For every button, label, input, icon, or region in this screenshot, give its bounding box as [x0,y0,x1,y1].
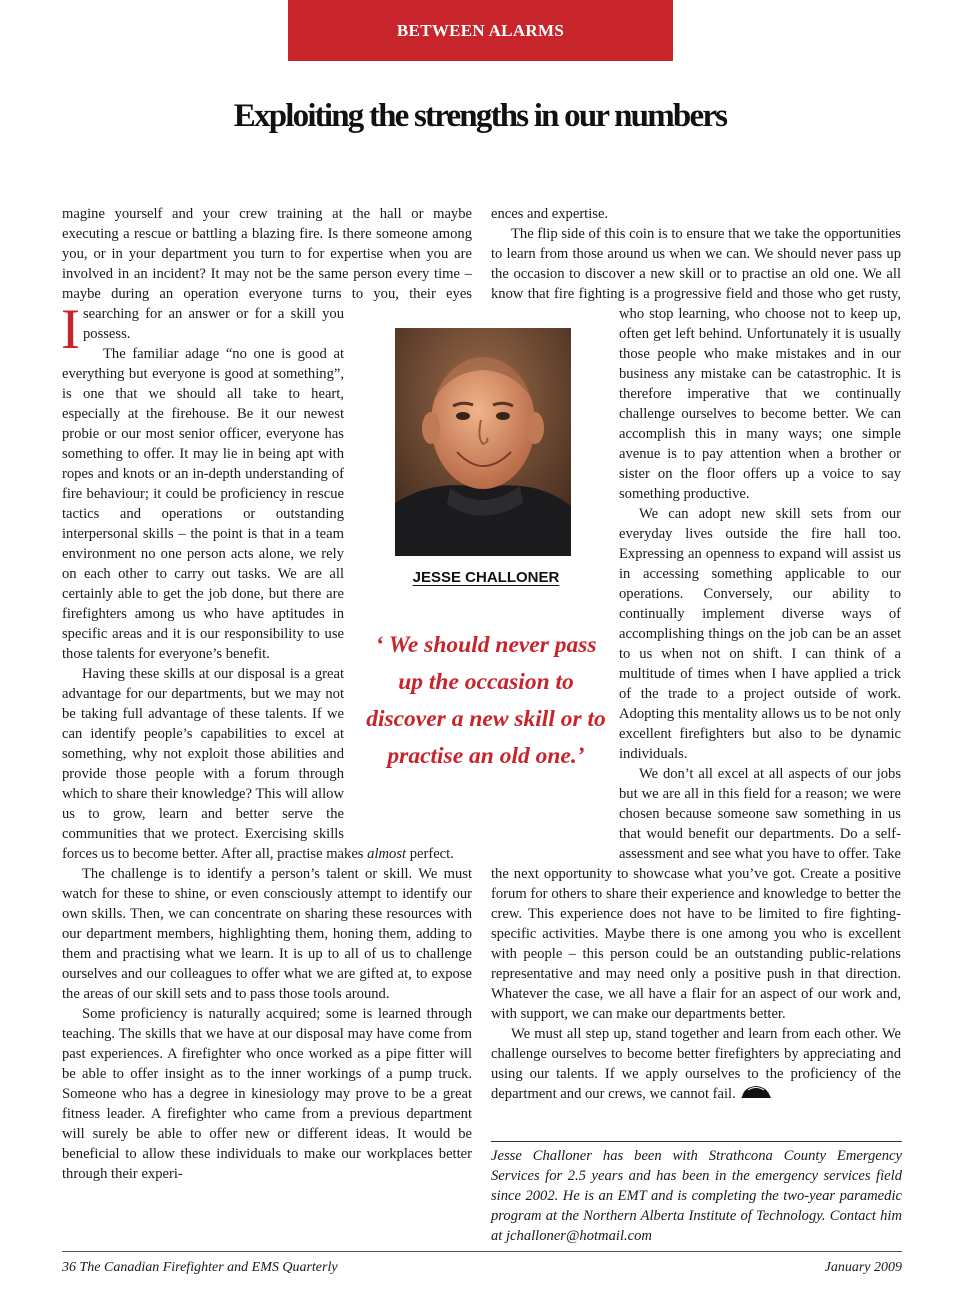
paragraph: Some proficiency is naturally acquired; some is learned through teaching. The skills that we have at our disposal may have come from past experiences. A firefighter who once worked as a pipe fitter will be able to offer insight as to the inner workings of a pump truck. Someone who has a degree in kinesiology may prove to be a great fitness leader. A firefighter who came from a previous department will surely be able to offer new or different ideas. It would be beneficial to allow these individuals to make our workplaces better through their experi- [62,1006,472,1182]
paragraph: The flip side of this coin is to ensure that we take the opportunities to learn from those around us when we can. We should never pass up the occasion to discover a new skill or to practise an old one. We all know that fire fighting is a progressive field and those who get rusty, who stop learning, who choose not to keep up, often get left behind. Unfortunately it is usually those people who make mistakes and in our business any mistake can be catastrophic. It is therefore imperative that we continually challenge ourselves to become better. We can accomplish this in many ways; one simple avenue is to pay attention when a brother or sister on the floor offers up a voice to say something productive. [491,226,901,502]
author-photo [395,328,571,556]
paragraph: ences and expertise. [491,206,609,222]
footer-publication: 36 The Canadian Firefighter and EMS Quarterly [62,1260,338,1275]
article-headline: Exploiting the strengths in our numbers [233,98,727,134]
paragraph: Having these skills at our disposal is a great advantage for our departments, but we may not be taking full advantage of these talents. If we can identify people’s capabilities to excel at something, why not exploit those abilities and provide those people with a forum through which to share their knowledge? This will allow us to grow, learn and better serve the communities that we protect. Exercising skills forces us to become better. After all, practise makes almost perfect. [62,666,454,862]
paragraph: We don’t all excel at all aspects of our jobs but we are all in this field for a reason; we were chosen because someone saw something in us that would benefit our departments. Do a self-assessment and see what you have to offer. Take the next opportunity to showcase what you’ve got. Create a positive forum for others to share their experience and knowledge to better the crew. This experience does not have to be limited to fire fighting-specific activities. Maybe there is one among you who is excellent with people – this person could be an outstanding public-relations representative and may need only a positive push in that direction. Whatever the case, we all have a flair for an aspect of our work and, with support, we can make our departments better. [491,766,901,1022]
footer-date: January 2009 [824,1260,902,1275]
fire-helmet-icon [740,1084,772,1100]
author-bio: Jesse Challoner has been with Strathcona County Emergency Services for 2.5 years and has been in the emergency services field since 2002. He is an EMT and is completing the two-year paramedic program at the Northern Alberta Institute of Technology. Contact him at jchalloner@hotmail.com [491,1148,902,1244]
paragraph-intro: I magine yourself and your crew training at the hall or maybe executing a rescue or battling a blazing fire. Is there someone among you, or in your department you turn to for expertise when you are involved in an incident? It may not be the same person every time – maybe during an operation everyone turns to you, their eyes searching for an answer or for a skill you possess. [61,206,472,361]
photo-caption: JESSE CHALLONER [412,569,560,586]
drop-cap: I [61,298,80,361]
paragraph: We can adopt new skill sets from our everyday lives outside the fire hall too. Expressing an openness to expand will assist us in accessing something applicable to our operations. Conversely, our ability to continually implement diverse ways of accomplishing things on the job can be an asset to us when not on shift. I can think of a multitude of times when I have applied a trick of the trade to a project outside of work. Adopting this mentality allows us to be not only excellent firefighters but also to be dynamic individuals. [619,506,901,762]
footer-divider [62,1251,902,1252]
pull-quote: ‘ We should never pass up the occasion to discover a new skill or to practise an old one.’ [366,632,606,769]
paragraph: We must all step up, stand together and learn from each other. We challenge ourselves to become better firefighters by appreciating and using our talents. If we apply ourselves to the proficiency of the department and our crews, we cannot fail. [491,1026,901,1102]
bio-divider [491,1141,902,1142]
section-banner: BETWEEN ALARMS [288,0,673,61]
portrait-image [395,328,571,556]
paragraph: The familiar adage “no one is good at everything but everyone is good at something”, is one that we should all take to heart, especially at the firehouse. Be it our newest probie or our most senior officer, everyone has something to offer. It may lie in being apt with ropes and knots or an in-depth understanding of fire behaviour; it could be proficiency in rescue tactics and operations or outstanding interpersonal skills – the point is that in a team environment no one person acts alone, we rely on each other to carry out tasks. We are all certainly able to get the job done, but there are firefighters among us who have aptitudes in specific areas and it is our responsibility to use those talents for everyone’s benefit. [62,346,344,662]
paragraph: The challenge is to identify a person’s talent or skill. We must watch for these to shine, or even consciously attempt to identify our own skills. Then, we can concentrate on sharing these resources with our department members, highlighting them, honing them, adding to them and practising what we learn. It is up to all of us to challenge ourselves and our colleagues to offer what we are gifted at, to expose the areas of our skill sets and to pass those tools around. [62,866,472,1002]
